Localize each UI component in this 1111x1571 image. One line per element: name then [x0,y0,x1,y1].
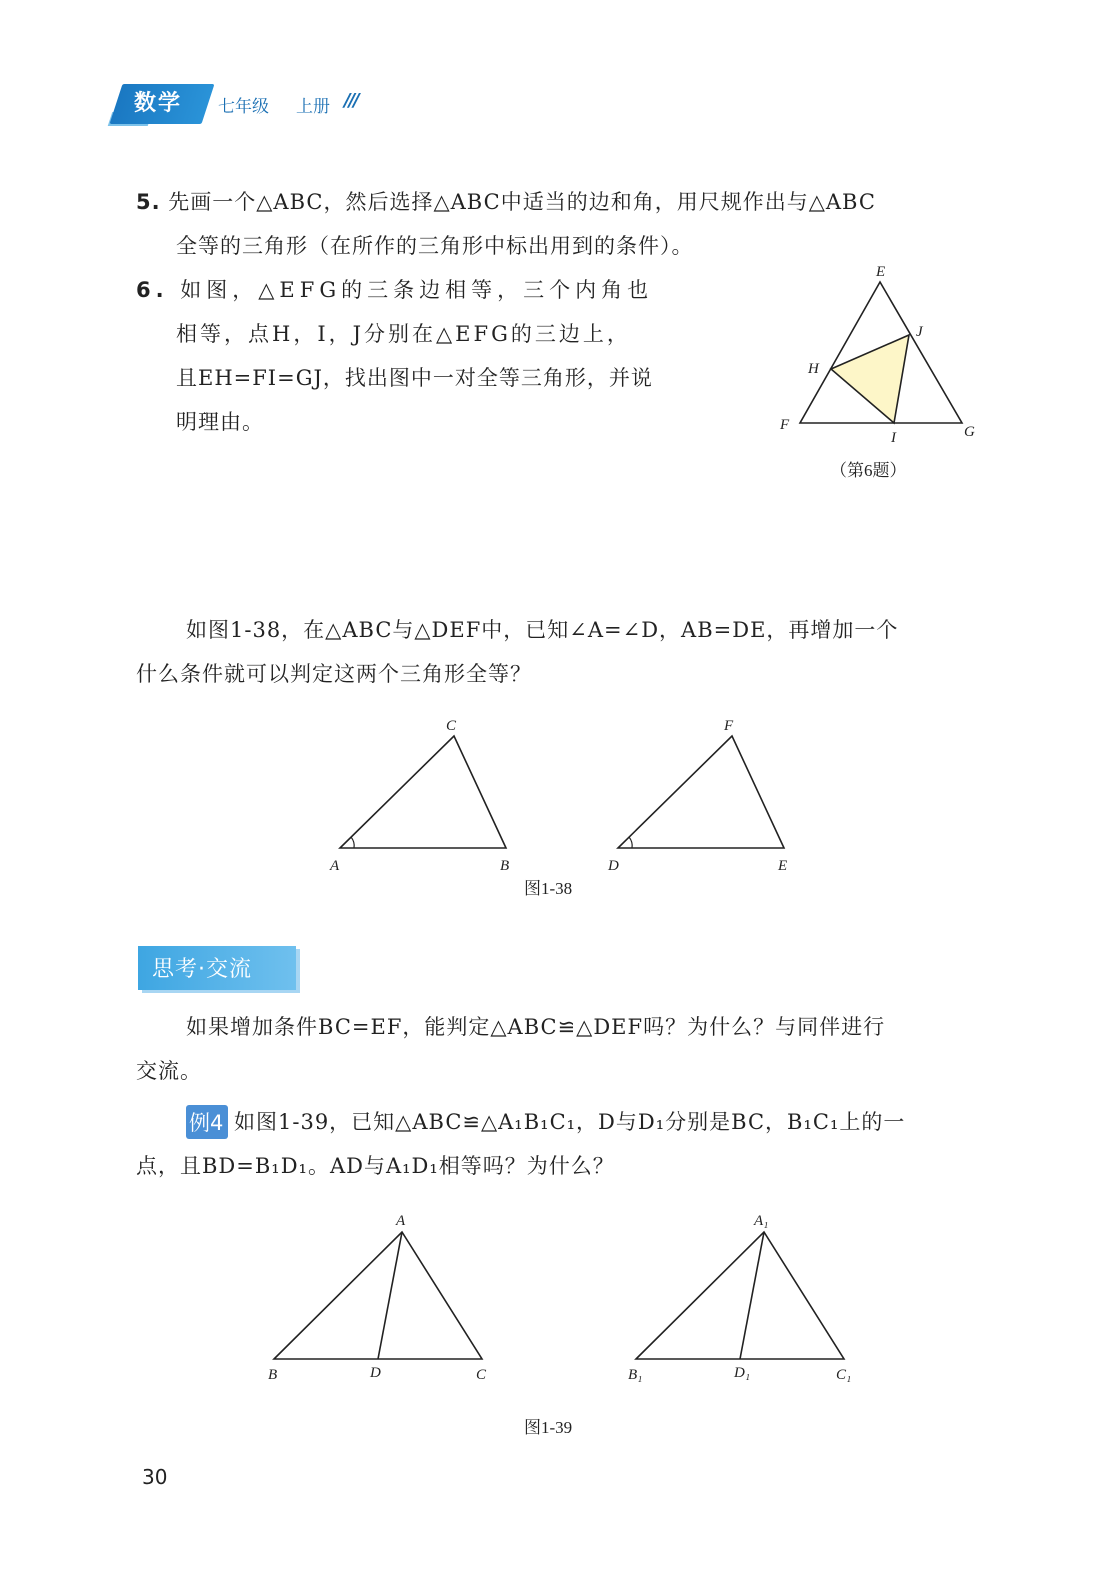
intro-line2: 什么条件就可以判定这两个三角形全等？ [136,662,532,686]
angle-a-arc [351,837,354,848]
angle-d-arc [629,837,632,848]
figure-6-caption: （第6题） [830,461,907,480]
figure-1-39 [260,1205,870,1445]
figure-problem-6 [770,258,990,490]
label-c1: C₁ [836,1367,852,1383]
segment-ad [378,1232,402,1359]
label-c: C [446,718,457,734]
label-a: A [330,858,340,874]
subject-title: 数学 [134,91,183,116]
intro-line1: 如图1-38，在△ABC与△DEF中，已知∠A=∠D，AB=DE，再增加一个 [186,618,899,642]
label-h: H [808,361,819,377]
label-f: F [724,718,734,734]
think-discuss-title: 思考·交流 [152,957,252,982]
label-e: E [778,858,788,874]
label-e: E [876,264,886,280]
label-d: D [608,858,619,874]
example-4-line1: 如图1-39，已知△ABC≌△A₁B₁C₁，D与D₁分别是BC，B₁C₁上的一 [234,1110,906,1134]
problem-6-number: 6. [136,278,169,302]
label-d1: D₁ [734,1365,751,1381]
problem-6-line3: 且EH=FI=GJ，找出图中一对全等三角形，并说 [176,366,653,390]
figure-1-38-caption: 图1-38 [524,879,573,898]
grade-label: 七年级 [218,97,269,117]
triangle-a1b1c1 [636,1232,844,1359]
label-b1: B₁ [628,1367,643,1383]
problem-6 [136,268,653,312]
problem-6-line1: 如图，△EFG的三条边相等，三个内角也 [180,278,654,302]
label-i: I [891,430,896,446]
think-line1: 如果增加条件BC=EF，能判定△ABC≌△DEF吗？为什么？与同伴进行 [186,1015,886,1039]
problem-5 [136,180,876,224]
volume-label: 上册 [296,97,330,117]
triangle-def [618,736,784,848]
problem-5-line2: 全等的三角形（在所作的三角形中标出用到的条件）。 [176,234,694,258]
think-line2: 交流。 [136,1059,202,1083]
example-4-label: 例4 [189,1111,224,1135]
label-g: G [964,424,975,440]
problem-6-line4: 明理由。 [176,410,264,434]
figure-1-38 [320,710,820,900]
header-slashes-decoration: /// [344,90,358,111]
label-j: J [916,324,923,340]
label-b: B [500,858,510,874]
label-a2: A [396,1213,406,1229]
page-number: 30 [142,1465,168,1489]
triangle-abc [340,736,506,848]
problem-6-line2: 相等，点H，I，J分别在△EFG的三边上， [176,322,631,346]
label-f: F [780,417,790,433]
label-d2: D [370,1365,381,1381]
figure-1-39-caption: 图1-39 [524,1418,573,1437]
label-a1: A₁ [754,1213,769,1229]
segment-a1d1 [740,1232,764,1359]
label-b2: B [268,1367,278,1383]
problem-5-line1: 先画一个△ABC，然后选择△ABC中适当的边和角，用尺规作出与△ABC [168,190,876,214]
triangle-abc-2 [274,1232,482,1359]
example-4-line2: 点，且BD=B₁D₁。AD与A₁D₁相等吗？为什么？ [136,1154,615,1178]
label-c2: C [476,1367,487,1383]
problem-5-number: 5. [136,190,161,214]
